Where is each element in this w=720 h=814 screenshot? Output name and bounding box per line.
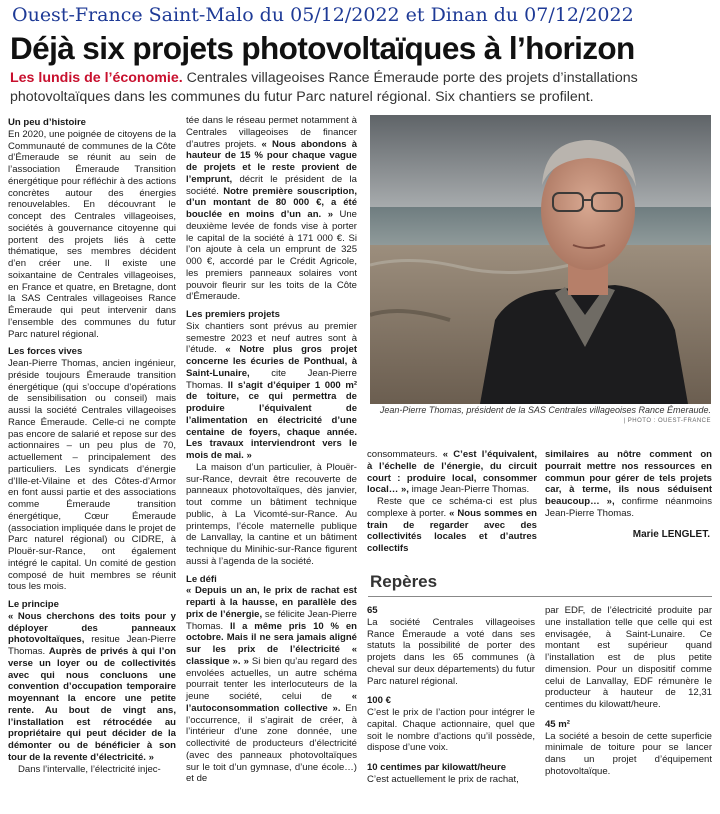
subheading-history: Un peu d’histoire bbox=[8, 117, 86, 128]
author-signature: Marie LENGLET. bbox=[632, 529, 710, 540]
fact-text: La société a besoin de cette superficie minimale de toiture pour se lancer dans un projet d’équipement photovoltaïque. bbox=[545, 730, 712, 777]
fact-heading: 100 € bbox=[367, 695, 391, 707]
article-column-4 bbox=[545, 449, 712, 520]
paragraph bbox=[186, 115, 357, 303]
text-run: cite Jean-Pierre Thomas. bbox=[186, 367, 357, 391]
paragraph bbox=[367, 449, 537, 496]
fact-text: La société Centrales villageoises Rance Émeraude a voté dans ses statuts la possibilité de porter des projets dans les 65 communes (à cheval sur deux départements) du futur Parc naturel régional. bbox=[367, 616, 535, 687]
fact-heading: 45 m² bbox=[545, 718, 570, 730]
photo-caption: Jean-Pierre Thomas, président de la SAS Centrales villageoises Rance Émeraude. bbox=[379, 405, 711, 415]
article-photo bbox=[370, 115, 711, 404]
paragraph bbox=[186, 585, 357, 785]
quote: Notre première souscription, d’un montant de 80 000 €, a été bouclée en moins d’un an. » bbox=[186, 185, 357, 220]
subheading-principle: Le principe bbox=[8, 599, 59, 610]
paragraph bbox=[186, 321, 357, 462]
quote: « Nous abondons à hauteur de 15 % pour chaque vague de projets et le reste provient de l’emprunt, bbox=[186, 138, 357, 185]
text-run: image Jean-Pierre Thomas. bbox=[408, 484, 530, 496]
text-run: Six chantiers sont prévus au premier semestre 2023 et neuf autres sont à l’étude. bbox=[186, 320, 357, 356]
fact-text: par EDF, de l’électricité produite par une installation telle que celle qui est envisagée, à Saint-Lunaire. Ce montant est supérieur quand l’installation est de plus petite dimension. Pour un dispositif comme celui de Lanvallay, EDF rémunère le producteur à hauteur de 12,31 centimes du kilowatt/heure. bbox=[545, 605, 712, 710]
quote: « l’autoconsommation collective ». bbox=[186, 691, 357, 714]
quote: « C’est l’équivalent, à l’échelle de l’énergie, du circuit court : produire local, consommer local… », bbox=[367, 449, 537, 496]
paragraph: En 2020, une poignée de citoyens de la Communauté de communes de la Côte d’Émeraude se réunit au sein de l’association Émeraude Transition énergétique pour réfléchir à des actions concrètes autour des énergies renouvelables. En découvrant le concept des Centrales villageoises, sociétés à gouvernance citoyenne qui portent des projets liés à cette thématique, ses membres décident d’en créer une. Il existe une soixantaine de Centrales villageoises, en France et quatre, en Bretagne, dont la SAS Centrales villageoises Rance Émeraude qui peut intervenir dans l’ensemble des communes du futur Parc naturel régional. bbox=[8, 128, 176, 340]
text-run: confirme néanmoins Jean-Pierre Thomas. bbox=[545, 496, 712, 519]
quote: Il s’agit d’équiper 1 000 m² de toiture, ce qui permettra de produire l’équivalent de l’alimentation en électricité d’une centaine de foyers, chaque année. Les travaux interviendront vers le mois de mai. » bbox=[186, 379, 357, 461]
paragraph bbox=[8, 611, 176, 764]
paragraph: Jean-Pierre Thomas, ancien ingénieur, préside toujours Émeraude transition énergétique (qui s’occupe d’opérations de sensibilisation ou conseil) mais aussi la société Centrales villageoises Rance Émeraude. Celle-ci ne compte pas encore de salarié et repose sur des actionnaires – un peu plus de 70, actuellement – principalement des particuliers. Les syndicats d’énergie d’Ille-et-Vilaine et des Côtes-d’Armor en font aussi partie et des associations comme Émeraude transition énergétique, Cœur Émeraude (association impliquée dans le projet de Parc naturel régional) ou CIDRE, à Plouër-sur-Rance, ont également intégré le capital. Un comité de gestion composé de huit membres se réunit tous les mois. bbox=[8, 358, 176, 593]
quote: « Depuis un an, le prix de rachat est reparti à la hausse, en parallèle des prix de l’énergie, bbox=[186, 585, 357, 620]
fact-text: C’est le prix de l’action pour intégrer le capital. Chaque actionnaire, quel que soit le nombre d’actions qu’il possède, dispose d’une voix. bbox=[367, 707, 535, 754]
text-run: En l’occurrence, il s’agirait de créer, à l’intérieur d’une zone donnée, une collectivité de producteurs d’électricité (avec des panneaux photovoltaïques sur le toit d’un gymnase, d’une école…) et de bbox=[186, 702, 357, 785]
lead-kicker: Les lundis de l’économie. bbox=[10, 70, 183, 86]
text-run: consommateurs. bbox=[367, 449, 443, 460]
quote: « Nous cherchons des toits pour y déployer des panneaux photovoltaïques, bbox=[8, 610, 176, 646]
divider bbox=[368, 596, 712, 597]
paragraph: Dans l’intervalle, l’électricité injec- bbox=[18, 763, 161, 775]
article-column-3 bbox=[367, 449, 537, 555]
reperes-column-left bbox=[367, 605, 535, 786]
text-run: se félicite Jean-Pierre Thomas. bbox=[186, 608, 357, 632]
fact-heading: 10 centimes par kilowatt/heure bbox=[367, 762, 507, 773]
text-run: tée dans le réseau permet notamment à Centrales villageoises de financer d’autres projets. bbox=[186, 115, 357, 150]
quote: Auprès de privés à qui l’on verse un loyer ou de collectivités avec qui nous concluons une convention d’occupation temporaire moyennant la encore une petite rente. Au bout de vingt ans, l’installation est rétrocédée au propriétaire qui peut décider de la démonter ou de bénéficier à son tour de la revente d’électricité. » bbox=[8, 646, 176, 763]
quote: Il a même pris 10 % en octobre. Mais il ne sera jamais aligné sur les prix de l’électricité « classique ». » bbox=[186, 620, 357, 667]
text-run: Reste que ce schéma-ci est plus complexe à porter. bbox=[367, 496, 537, 519]
quote: similaires au nôtre comment on pourrait mettre nos ressources en commun pour gérer de tels projets car, à terme, ils nous séduisent beaucoup… », bbox=[545, 449, 712, 507]
article-column-2 bbox=[186, 115, 357, 785]
reperes-title: Repères bbox=[370, 572, 438, 591]
lead-text: Centrales villageoises Rance Émeraude porte des projets d’installations photovoltaïques dans les communes du futur Parc naturel régional. Six chantiers se profilent. bbox=[10, 70, 638, 105]
quote: « Notre plus gros projet concerne les écuries de Ponthual, à Saint-Lunaire, bbox=[186, 344, 358, 379]
paragraph bbox=[545, 449, 712, 520]
article-lead bbox=[10, 69, 650, 107]
text-run: resitue Jean-Pierre Thomas. bbox=[8, 634, 176, 657]
reperes-column-right bbox=[545, 605, 712, 778]
quote: « Nous sommes en train de regarder avec des collectivités locales et d’autres collectifs bbox=[367, 507, 537, 554]
subheading-challenge: Le défi bbox=[186, 573, 217, 585]
text-run: Si bien qu’au regard des envolées actuelles, un autre schéma pourrait tenter les interlocuteurs de la jeune société, celui de bbox=[186, 655, 358, 702]
text-run: décrit le président de la société. bbox=[186, 173, 357, 197]
portrait-image bbox=[370, 115, 711, 404]
paragraph bbox=[367, 496, 537, 555]
subheading-forces: Les forces vives bbox=[8, 346, 83, 358]
paragraph: La maison d’un particulier, à Plouër-sur-Rance, devrait être recouverte de panneaux photovoltaïques, dès janvier, tout comme un bâtiment technique public, à La Vicomté-sur-Rance. Au printemps, l’école maternelle publique de Lanvallay, la cantine et un bâtiment technique du Minihic-sur-Rance figurent aussi à l’agenda de la société. bbox=[186, 461, 357, 567]
photo-credit: | PHOTO : OUEST-FRANCE bbox=[623, 418, 711, 424]
text-run: Une deuxième levée de fonds vise à porter le capital de la société à 171 000 €. Si l’on ajoute à cela un emprunt de 325 000 €, accordé par le Crédit Agricole, les premiers panneaux solaires vont pouvoir fleurir sur les toits de la Côte d’Émeraude. bbox=[186, 209, 357, 303]
newspaper-source-line: Ouest-France Saint-Malo du 05/12/2022 et Dinan du 07/12/2022 bbox=[12, 4, 634, 26]
article-column-1 bbox=[8, 117, 176, 775]
fact-text: C’est actuellement le prix de rachat, bbox=[367, 773, 519, 785]
article-headline: Déjà six projets photovoltaïques à l’horizon bbox=[10, 30, 635, 66]
fact-heading: 65 bbox=[367, 605, 378, 616]
subheading-first-projects: Les premiers projets bbox=[186, 309, 280, 320]
